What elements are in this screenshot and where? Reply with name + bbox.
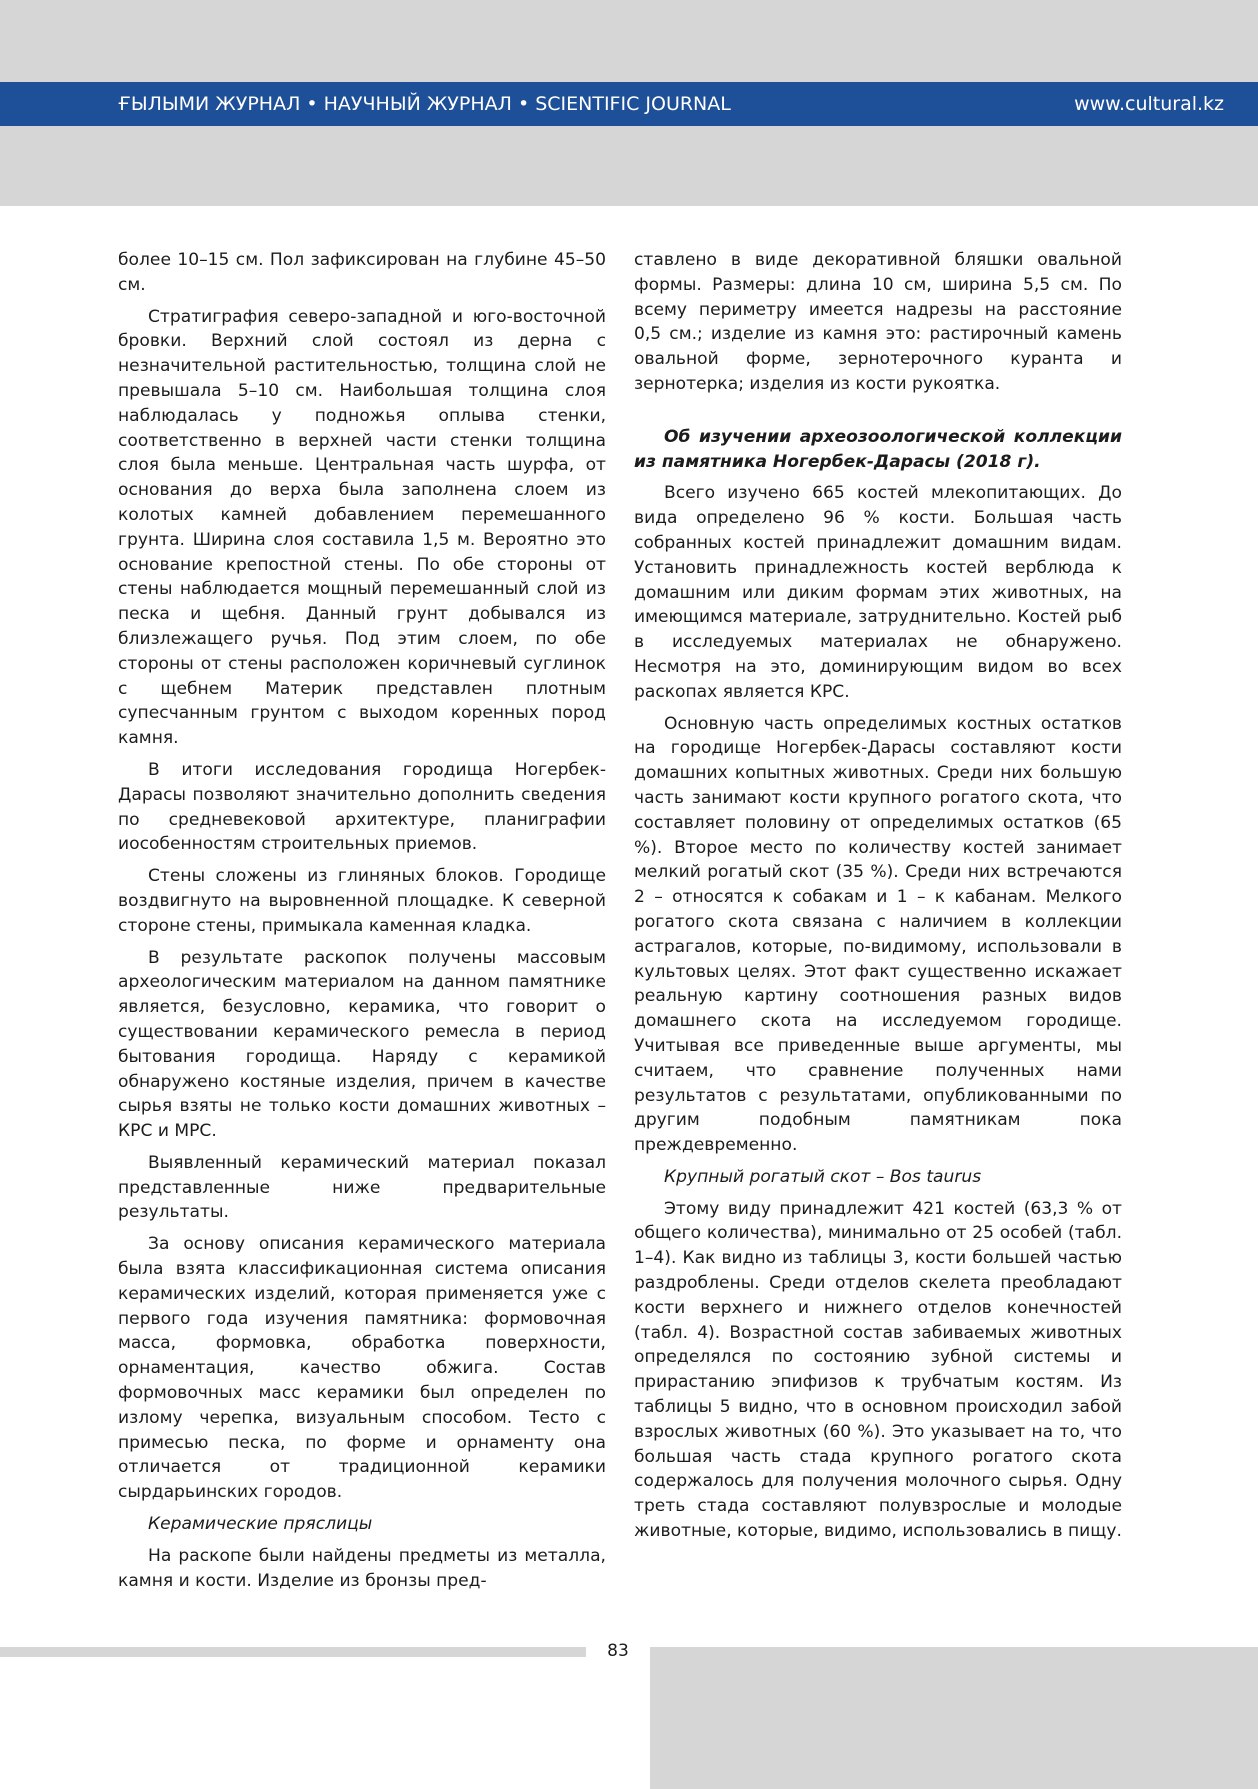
paragraph: Стены сложены из глиняных блоков. Городище воздвигнуто на выровненной площадке. К северной стороне стены, примыкала каменная кладка. — [118, 866, 606, 936]
paragraph: За основу описания керамического материала была взята классификационная система описания керамических изделий, которая применяется уже с первого года изучения памятника: формовочная масса, формовка, обработка поверхности, орнаментация, качество обжига. Состав формовочных масс керамики был определен по излому черепка, визуальным способом. Тесто с примесью песка, по форме и орнаменту она отличается от традиционной керамики сырдарьинских городов. — [118, 1234, 606, 1503]
paragraph: Основную часть определимых костных остатков на городище Ногербек-Дарасы составляют кости домашних копытных животных. Среди них большую часть занимают кости крупного рогатого скота, что составляет половину от определимых остатков (65 %). Второе место по количеству костей занимает мелкий рогатый скот (35 %). Среди них встречаются 2 – относятся к собакам и 1 – к кабанам. Мелкого рогатого скота связана с наличием в коллекции астрагалов, которые, по-видимому, использовали в культовых целях. Этот факт существенно искажает реальную картину соотношения разных видов домашнего скота на исследуемом городище. Учитывая все приведенные выше аргументы, мы считаем, что сравнение полученных нами результатов с результатами, опубликованными по другим подобным памятникам пока преждевременно. — [634, 713, 1122, 1156]
paragraph: В итоги исследования городища Ногербек-Дарасы позволяют значительно дополнить сведения по средневековой архитектуре, планиграфии иособенностям строительных приемов. — [118, 759, 606, 855]
paragraph: В результате раскопок получены массовым археологическим материалом на данном памятнике является, безусловно, керамика, что говорит о существовании керамического ремесла в период бытования городища. Наряду с керамикой обнаружено костяные изделия, причем в качестве сырья взяты не только кости домашних животных – КРС и МРС. — [118, 947, 606, 1142]
paragraph: На раскопе были найдены предметы из металла, камня и кости. Изделие из бронзы пред- — [118, 1545, 606, 1591]
journal-title: ҒЫЛЫМИ ЖУРНАЛ • НАУЧНЫЙ ЖУРНАЛ • SCIENTIFIC JOURNAL — [118, 93, 731, 115]
paragraph: Стратиграфия северо-западной и юго-восточной бровки. Верхний слой состоял из дерна с незначительной растительностью, толщина слой не превышала 5–10 см. Наибольшая толщина слоя наблюдалась у подножья оплыва стенки, соответственно в верхней части стенки толщина слоя была меньше. Центральная часть шурфа, от основания до верха была заполнена слоем из колотых камней добавлением перемешанного грунта. Ширина слоя составила 1,5 м. Вероятно это основание крепостной стены. По обе стороны от стены наблюдается мощный перемешанный слой из песка и щебня. Данный грунт добывался из близлежащего ручья. Под этим слоем, по обе стороны от стены расположен коричневый суглинок с щебнем Материк представлен плотным супесчанным грунтом с выходом коренных пород камня. — [118, 306, 606, 749]
paragraph: Выявленный керамический материал показал представленные ниже предварительные результаты. — [118, 1152, 606, 1223]
left-text-column — [118, 248, 606, 1593]
website-url: www.cultural.kz — [1074, 93, 1224, 115]
paragraph: Этому виду принадлежит 421 костей (63,3 % от общего количества), минимально от 25 особей (табл. 1–4). Как видно из таблицы 3, кости большей частью раздроблены. Среди отделов скелета преобладают кости верхнего и нижнего отделов конечностей (табл. 4). Возрастной состав забиваемых животных определялся по состоянию зубной системы и прирастанию эпифизов к трубчатым костям. Из таблицы 5 видно, что в основном происходил забой взрослых животных (60 %). Это указывает на то, что большая часть стада крупного рогатого скота содержалось для получения молочного сырья. Одну треть стада составляют полувзрослые и молодые животные, которые, видимо, использовались в пищу. — [634, 1198, 1122, 1542]
page-number: 83 — [607, 1641, 629, 1661]
subheading: Крупный рогатый скот – Bos taurus — [664, 1166, 982, 1187]
right-text-column — [634, 248, 1122, 1544]
paragraph: ставлено в виде декоративной бляшки овальной формы. Размеры: длина 10 см, ширина 5,5 см. По всему периметру имеется надрезы на расстояние 0,5 см.; изделие из камня это: растирочный камень овальной форме, зернотерочного куранта и зернотерка; изделия из кости рукоятка. — [634, 250, 1122, 394]
section-heading: Об изучении археозоологической коллекции из памятника Ногербек-Дарасы (2018 г). — [634, 426, 1122, 472]
footer-band — [650, 1647, 1258, 1789]
footer-rule — [0, 1647, 586, 1657]
paragraph: более 10–15 см. Пол зафиксирован на глубине 45–50 см. — [118, 250, 606, 295]
paragraph: Всего изучено 665 костей млекопитающих. До вида определено 96 % кости. Большая часть собранных костей принадлежит домашним видам. Установить принадлежность костей верблюда к домашним или диким формам этих животных, на имеющимся материале, затруднительно. Костей рыб в исследуемых материалах не обнаружено. Несмотря на это, доминирующим видом во всех раскопах является КРС. — [634, 483, 1122, 702]
subheading: Керамические пряслицы — [148, 1514, 373, 1535]
journal-header-bar — [0, 82, 1258, 126]
